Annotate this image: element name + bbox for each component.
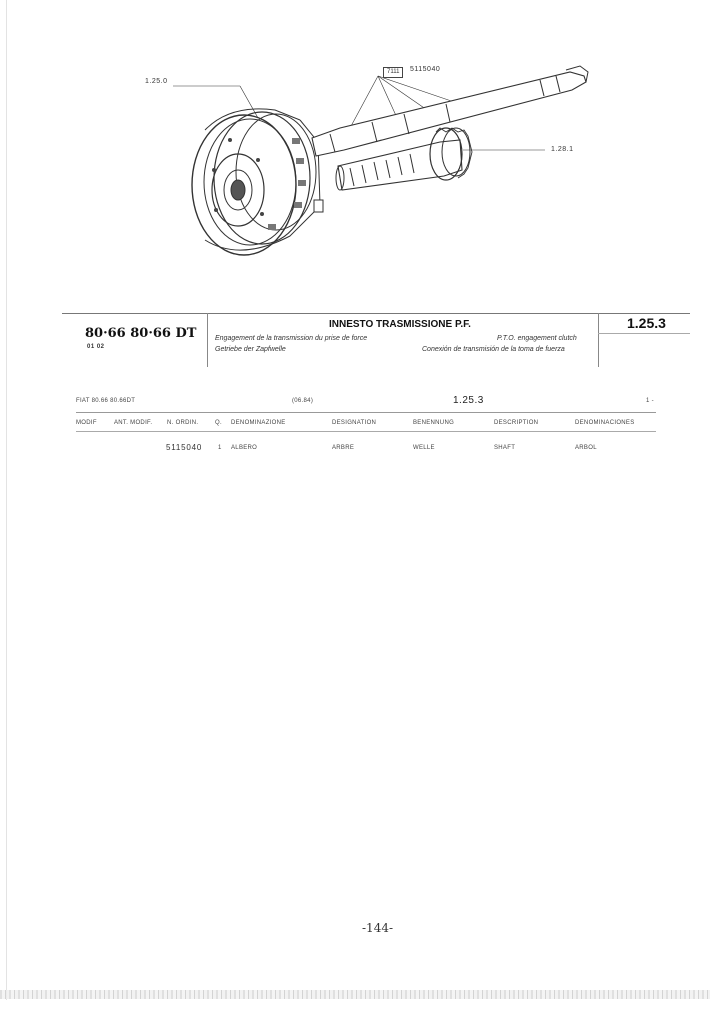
table-header-rule (76, 431, 656, 432)
col-qty: Q. (215, 420, 222, 426)
col-description: DESCRIPTION (494, 420, 539, 426)
header-divider-right (598, 313, 599, 367)
col-ant-modif: ANT. MODIF. (114, 420, 153, 426)
title-english: P.T.O. engagement clutch (497, 335, 577, 342)
meta-group-code: 1.25.3 (453, 395, 484, 406)
callout-part-number: 5115040 (410, 66, 441, 73)
col-denominazione: DENOMINAZIONE (231, 420, 286, 426)
reference-box: 7111 (383, 67, 403, 78)
callout-1-25-0: 1.25.0 (145, 78, 168, 85)
meta-models: FIAT 80.66 80.66DT (76, 398, 136, 404)
meta-sheet: 1 - (646, 398, 654, 404)
header-divider-left (207, 313, 208, 367)
group-title: INNESTO TRASMISSIONE P.F. (329, 319, 471, 330)
row-qty: 1 (218, 445, 222, 451)
header-top-rule (62, 313, 690, 314)
pto-clutch-drawing (0, 0, 710, 300)
title-spanish: Conexión de transmisión de la toma de fuerza (422, 346, 565, 353)
col-benennung: BENENNUNG (413, 420, 455, 426)
scan-artifact-strip (0, 990, 710, 999)
header-code-rule (598, 333, 690, 334)
page-number: -144- (362, 921, 394, 935)
row-spanish: ARBOL (575, 445, 597, 451)
title-french: Engagement de la transmission du prise de force (215, 335, 368, 342)
table-top-rule (76, 412, 656, 413)
title-german: Getriebe der Zapfwelle (215, 346, 286, 353)
model-versions: 01 02 (87, 344, 105, 350)
callout-1-28-1: 1.28.1 (551, 146, 574, 153)
meta-date: (06.84) (292, 398, 314, 404)
col-modif: MODIF (76, 420, 97, 426)
col-ordin: N. ORDIN. (167, 420, 199, 426)
row-german: WELLE (413, 445, 435, 451)
tractor-model: 80·66 80·66 DT (85, 326, 197, 341)
row-italian: ALBERO (231, 445, 258, 451)
col-designation: DESIGNATION (332, 420, 377, 426)
row-english: SHAFT (494, 445, 516, 451)
group-code: 1.25.3 (627, 315, 666, 331)
col-denominaciones: DENOMINACIONES (575, 420, 635, 426)
row-part-number: 5115040 (166, 443, 203, 452)
row-french: ARBRE (332, 445, 355, 451)
